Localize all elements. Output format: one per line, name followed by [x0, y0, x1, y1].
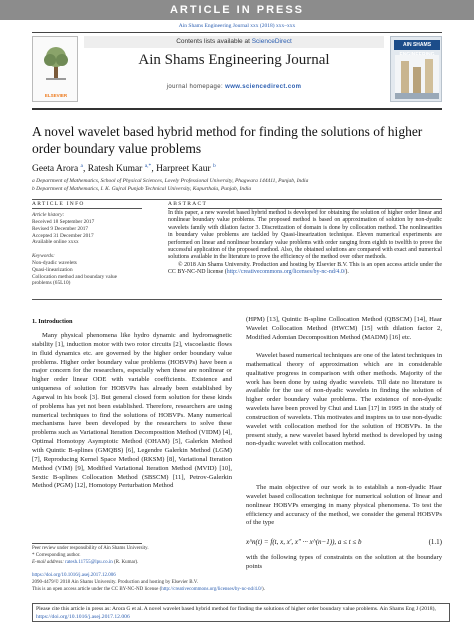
license-suffix: ).	[262, 587, 265, 592]
contents-lists-prefix: Contents lists available at	[176, 38, 252, 45]
tree-icon	[42, 45, 70, 81]
homepage-prefix: journal homepage:	[166, 84, 226, 90]
keyword-item: problems (65L10)	[32, 280, 71, 287]
affiliation-b: b Department of Mathematics, I. K. Gujral Punjab Technical University, Kapurthala, Punjab, India	[32, 186, 252, 192]
license-link[interactable]: http://creativecommons.org/licenses/by-nc-nd/4.0/	[161, 587, 262, 592]
keywords-label: Keywords:	[32, 253, 55, 259]
abstract-copyright: © 2018 Ain Shams University. Production and hosting by Elsevier B.V. This is an open access article under the CC BY-NC-ND license (	[168, 261, 442, 276]
author-affiliation-mark[interactable]: a,*	[144, 163, 152, 169]
contents-lists-line	[84, 36, 384, 48]
email-link[interactable]: ratesh.11755@lpu.co.in	[65, 559, 113, 565]
equation-number: (1.1)	[428, 538, 442, 546]
abstract-body	[168, 210, 442, 277]
divider	[32, 199, 442, 200]
abstract-text: In this paper, a new wavelet based hybrid method is developed for obtaining the solution of higher order linear and nonlinear boundary value problems. The proposed method is based on approximation of solution by non-dyadic wavelets family with dilation factor 3. Discretization of domain is done by collocation method. The nonlinearities in boundary value problems are tackled by Quasi-linearization technique. Eleven numerical experiments are performed on linear and nonlinear boundary value problems with order ranging from eighth to twelfth to prove the successful application of the proposed method. Also, the obtained solutions are compared with exact and numerical solutions available in the literature to prove the efficiency of the method over other methods.	[168, 210, 442, 261]
author-name[interactable]: Ratesh Kumar	[87, 164, 143, 175]
footnote-corresponding: * Corresponding author.	[32, 553, 81, 558]
keyword-item: Collocation method and boundary value	[32, 273, 118, 280]
equation-1-1	[246, 538, 442, 550]
history-item: Revised 9 December 2017	[32, 225, 89, 232]
journal-title: Ain Shams Engineering Journal	[138, 52, 330, 68]
email-suffix: (R. Kumar).	[112, 559, 139, 565]
article-title-line-2: order boundary value problems	[32, 141, 202, 156]
keyword-item: Non-dyadic wavelets	[32, 260, 77, 266]
author-affiliation-mark[interactable]: b	[213, 163, 216, 169]
author-affiliation-mark[interactable]: a	[80, 163, 83, 169]
history-item: Available online xxxx	[32, 239, 79, 246]
publisher-logo-text: ELSEVIER	[44, 93, 68, 98]
after-equation-text: with the following types of constraints on the solution at the boundary points	[246, 554, 442, 570]
sciencedirect-link[interactable]: ScienceDirect	[251, 38, 292, 45]
author-name[interactable]: Harpreet Kaur	[156, 164, 211, 175]
divider	[32, 208, 142, 209]
elsevier-logo[interactable]	[32, 36, 78, 102]
equation-text: x^n(t) = f(t, x, x′, x″ ··· x^(n−1)), a ≤ t ≤ b	[246, 538, 362, 546]
journal-citation-line[interactable]: Ain Shams Engineering Journal xxx (2018) xxx–xxx	[178, 23, 296, 29]
please-cite-text: Please cite this article in press as: Arora G et al. A novel wavelet based hybrid method for finding the solutions of higher order boundary value problems. Ain Shams Eng J (2018),	[36, 606, 436, 612]
journal-homepage	[84, 84, 384, 90]
article-info-header: ARTICLE INFO	[32, 201, 85, 207]
license-link[interactable]: http://creativecommons.org/licenses/by-nc-nd/4.0/	[226, 269, 346, 276]
abstract-header: ABSTRACT	[168, 201, 208, 207]
journal-cover-thumbnail[interactable]	[390, 36, 442, 102]
history-label: Article history:	[32, 212, 65, 218]
affiliation-a: a Department of Mathematics, School of Physical Sciences, Lovely Professional University, Phagwara 144411, Punjab, India	[32, 178, 309, 184]
footnote-email	[32, 560, 232, 566]
email-prefix: E-mail address:	[32, 559, 66, 565]
divider	[168, 208, 442, 209]
please-cite-box	[32, 603, 450, 622]
footnote-peer-review: Peer review under responsibility of Ain Shams University.	[32, 546, 149, 551]
issn-line: 2090-4479/© 2018 Ain Shams University. Production and hosting by Elsevier B.V.	[32, 580, 199, 585]
footnote-rule	[32, 543, 142, 544]
please-cite-doi-link[interactable]: https://doi.org/10.1016/j.asej.2017.12.006	[36, 614, 130, 620]
author-name[interactable]: Geeta Arora	[32, 164, 79, 175]
homepage-link[interactable]: www.sciencedirect.com	[225, 84, 302, 90]
masthead-top-rule	[32, 32, 442, 33]
doi-line	[32, 573, 452, 579]
history-item: Received 18 September 2017	[32, 219, 95, 225]
license-line	[32, 587, 452, 593]
license-prefix: This is an open access article under the CC BY-NC-ND license (	[32, 587, 162, 592]
cover-title: AIN SHAMS	[394, 40, 440, 50]
keyword-item: Quasi-linearization	[32, 266, 73, 273]
article-in-press-banner: ARTICLE IN PRESS	[0, 0, 474, 20]
intro-right-paragraph-1: (HPM) [13], Quintic B-spline Collocation Method (QBSCM) [14], Haar Wavelet Collocation Method (HWCM) [15] with dilation factor 2, Modified Adomian Decomposition Method (MADM) [16] etc.	[246, 316, 442, 341]
journal-masthead	[32, 32, 442, 116]
doi-link[interactable]: https://doi.org/10.1016/j.asej.2017.12.006	[32, 573, 116, 578]
divider	[32, 299, 442, 300]
section-heading: 1. Introduction	[32, 318, 73, 325]
author-list: Geeta Arora $^a$, Ratesh Kumar $^{a,*}$, Harpreet Kaur $^b$	[32, 163, 216, 175]
copyright-end: ).	[345, 269, 349, 276]
article-title	[32, 123, 432, 157]
intro-right-paragraph-2: Wavelet based numerical techniques are one of the latest techniques in mathematical theory of approximation which are in considerable qualitative progress in comparison with other methods. Majority of the work has been done by using dyadic wavelets. Till date no literature is available for the use of non-dyadic wavelets in finding the solution of higher order boundary value problems. The existence of non-dyadic wavelets have been proved by Chui and Lian [17] in 1995 in the study of construction of wavelets. This motivates and inspires us to use non-dyadic wavelet with collocation method for the solution of HOBVPs. In the present study, a new wavelet based hybrid method is developed by using non-dyadic wavelet with collocation method.	[246, 352, 443, 448]
intro-right-paragraph-3: The main objective of our work is to establish a non-dyadic Haar wavelet based collocation technique for numerical solution of linear and nonlinear HOBVPs emerging in many physical phenomena. To test the efficiency and accuracy of the method, we consider the general HOBVPs of the type	[246, 484, 442, 527]
article-title-line-1: A novel wavelet based hybrid method for finding the solutions of higher	[32, 124, 423, 139]
cover-image-icon	[395, 55, 439, 99]
intro-left-column: Many physical phenomena like hydro dynamic and hydromagnetic stability [1], induction motor with two rotor circuits [2], viscoelastic flows in fluid dynamics etc. are governed by the higher order boundary value problems. Higher order boundary value problems (HOBVPs) have been a major concern for the researchers, especially when these are nonlinear or higher order linear ODE with variable coefficients. Existence and uniqueness of solution for HOBVPs has already been established by Agarwal in his book [3]. But general closed form solution for these kinds of problems has yet not been established. Therefore, researchers are using numerical techniques to find the solutions of HOBVPs. Many numerical mechanisms have been developed by the researchers to solve these problems such as Variational Iteration Decomposition Method (VIDM) [4], Optimal Homotopy Asymptotic Method (OHAM) [5], Galerkin Method with Quintic B-splines (GMQBS) [6], Legendre Galerkin Method (LGM) [7], Reproducing Kernel Space Method (RKSM) [8], Variational Iteration Method (VIM) [9], Modified Variational Iteration Method (MVID) [10], Sextic B-splines Collocation Method (SBSCM) [11], Petrov-Galerkin Method (PGM) [12], Homotopy Perturbation Method	[32, 332, 232, 490]
masthead-bottom-rule	[32, 108, 442, 110]
history-item: Accepted 31 December 2017	[32, 232, 94, 239]
